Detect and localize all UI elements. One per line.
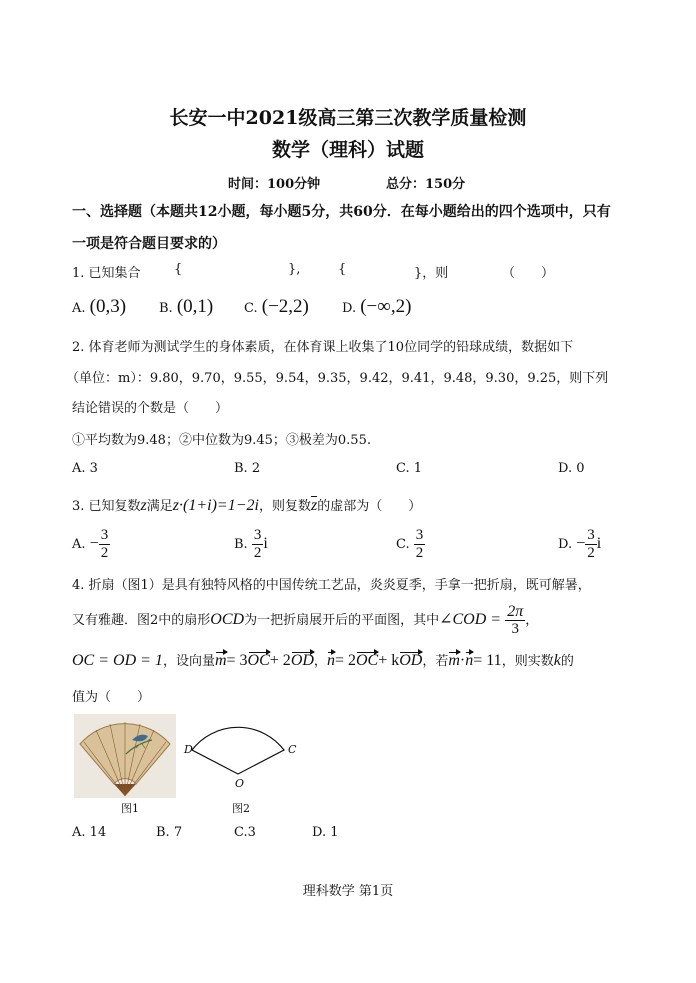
page-footer: 理科数学 第1页 [302,884,394,899]
q3-option-d: D. − $\frac{3}{2}$ i [558,527,602,561]
q1-set-b-close: }，则 [414,266,449,281]
q2-option-d: D. 0 [558,461,585,476]
q1-option-d: D. (−∞,2) [342,296,412,317]
fig2-caption: 图2 [232,802,250,815]
q1-set-a-close: }, [288,262,301,277]
exam-total-score: 总分：150分 [386,177,466,192]
q1-option-b: B. (0,1) [159,296,214,317]
q2-option-b: B. 2 [234,461,261,476]
q4-stem-line2: 又有雅趣．图2中的扇形OCD为一把折扇展开后的平面图，其中∠COD = $\frac{2\pi}{3}$ ， [72,603,539,637]
q4-stem-line3: OC = OD = 1，设向量m= 3OC+ 2OD，n= 2OC+ kOD，若m·n= 11，则实数k的 [72,652,574,669]
q3-stem: 3. 已知复数z满足z·(1+i)=1−2i，则复数z的虚部为（ ） [72,497,422,514]
q1-stem [72,262,141,281]
q3-option-b: B. $\frac{3}{2}$ i [234,527,268,561]
q4-option-c: C.3 [234,825,256,840]
q4-option-a: A. 14 [72,825,107,840]
q2-stem-line3: 结论错误的个数是（ ） [72,401,229,416]
q2-option-a: A. 3 [72,461,98,476]
q1-set-a-open: { [174,262,183,277]
q3-equation: z·(1+i)=1−2i [172,497,259,514]
q3-z-conjugate: z [310,497,318,514]
q2-statements: ①平均数为9.48；②中位数为9.45；③极差为0.55. [72,433,371,448]
exam-title: 长安一中2021级高三第三次教学质量检测 [169,107,527,129]
q1-option-a: A. (0,3) [72,296,127,317]
label-d: D [184,743,193,756]
q3-z: z [140,497,147,514]
q4-stem-line1: 4. 折扇（图1）是具有独特风格的中国传统工艺品，炎炎夏季，手拿一把折扇，既可解暑， [72,578,591,593]
q2-stem-line2: （单位：m）：9.80，9.70，9.55，9.54，9.35，9.42，9.41，9.48，9.30，9.25，则下列 [66,371,609,386]
exam-time: 时间：100分钟 [228,177,321,192]
q1-set-b-open: { [338,262,347,277]
exam-subtitle: 数学（理科）试题 [271,139,424,161]
fig1-caption: 图1 [121,802,139,815]
q4-option-b: B. 7 [156,825,183,840]
q1-answer-paren: （ ） [502,266,555,281]
section-heading-line1: 一、选择题（本题共12小题，每小题5分，共60分．在每小题给出的四个选项中，只有 [72,204,611,220]
q4-stem-line4: 值为（ ） [72,690,151,705]
q3-option-c: C. $\frac{3}{2}$ [396,527,424,561]
q4-option-d: D. 1 [312,825,339,840]
q3-option-a: A. − $\frac{3}{2}$ [72,527,109,561]
q1-option-c: C. (−2,2) [244,296,309,317]
q2-stem-line1: 2. 体育老师为测试学生的身体素质，在体育课上收集了10位同学的铅球成绩，数据如下 [72,340,574,355]
fan-picture [74,714,176,798]
label-c: C [288,743,297,756]
label-o: O [235,777,245,790]
section-heading-line2: 一项是符合题目要求的） [72,236,226,252]
q2-option-c: C. 1 [396,461,423,476]
q1-prefix: 1. 已知集合 [72,266,141,281]
